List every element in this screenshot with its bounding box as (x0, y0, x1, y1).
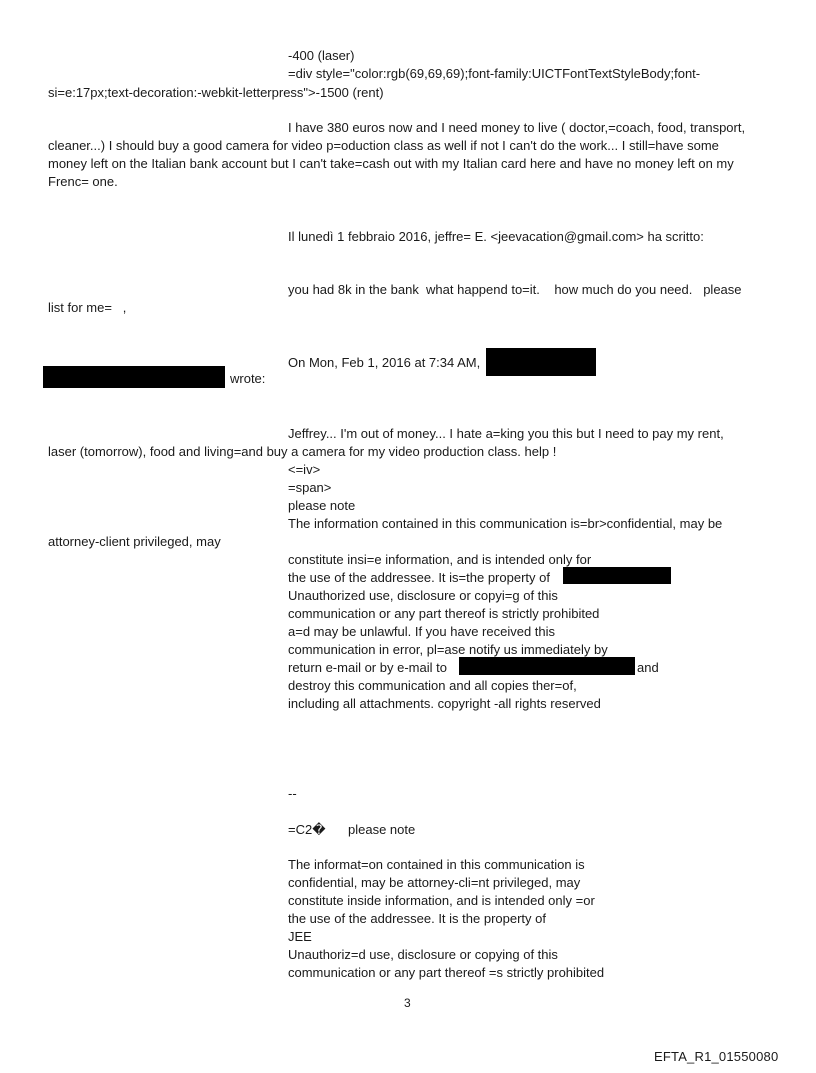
redaction-box (563, 567, 671, 584)
text-line: JEE (288, 929, 312, 944)
text-line: si=e:17px;text-decoration:-webkit-letterpress">-1500 (rent) (48, 85, 384, 100)
text-line: <=iv> (288, 462, 321, 477)
reply-header-line: Il lunedì 1 febbraio 2016, jeffre= E. <jeevacation@gmail.com> ha scritto: (288, 229, 704, 244)
text-line: -400 (laser) (288, 48, 355, 63)
page-number: 3 (404, 996, 411, 1010)
text-line: please note (348, 822, 416, 837)
text-line: Frenc= one. (48, 174, 118, 189)
text-line: list for me= , (48, 300, 127, 315)
text-line: constitute insi=e information, and is intended only for (288, 552, 592, 567)
text-line: =C2� (288, 822, 326, 837)
text-line: including all attachments. copyright -all rights reserved (288, 696, 601, 711)
signature-separator: -- (288, 786, 297, 801)
text-line: Unauthorized use, disclosure or copyi=g of this (288, 588, 558, 603)
text-line: wrote: (230, 371, 266, 386)
text-line: communication in error, pl=ase notify us immediately by (288, 642, 608, 657)
redaction-box (486, 348, 596, 376)
text-line: laser (tomorrow), food and living=and buy a camera for my video production class. help ! (48, 444, 557, 459)
text-line: attorney-client privileged, may (48, 534, 221, 549)
text-line: a=d may be unlawful. If you have received this (288, 624, 556, 639)
text-line: return e-mail or by e-mail to (288, 660, 447, 675)
reply-header-line: On Mon, Feb 1, 2016 at 7:34 AM, (288, 355, 481, 370)
text-line: The informat=on contained in this communication is (288, 857, 585, 872)
text-line: communication or any part thereof =s strictly prohibited (288, 965, 605, 980)
text-line: the use of the addressee. It is=the property of (288, 570, 550, 585)
text-line: the use of the addressee. It is the property of (288, 911, 546, 926)
text-line: confidential, may be attorney-cli=nt privileged, may (288, 875, 581, 890)
document-id: EFTA_R1_01550080 (654, 1049, 779, 1064)
text-line: destroy this communication and all copies ther=of, (288, 678, 577, 693)
text-line: and (637, 660, 659, 675)
text-line: Unauthoriz=d use, disclosure or copying of this (288, 947, 558, 962)
redaction-box (43, 366, 225, 388)
redaction-box (459, 657, 635, 675)
text-line: Jeffrey... I'm out of money... I hate a=king you this but I need to pay my rent, (288, 426, 724, 441)
text-line: =span> (288, 480, 332, 495)
text-line: communication or any part thereof is strictly prohibited (288, 606, 600, 621)
text-line: money left on the Italian bank account but I can't take=cash out with my Italian card here and have no money left on my (48, 156, 734, 171)
text-line: please note (288, 498, 356, 513)
text-line: The information contained in this communication is=br>confidential, may be (288, 516, 723, 531)
text-line: constitute inside information, and is intended only =or (288, 893, 595, 908)
text-line: I have 380 euros now and I need money to live ( doctor,=coach, food, transport, (288, 120, 746, 135)
text-line: you had 8k in the bank what happend to=it. how much do you need. please (288, 282, 742, 297)
text-line: cleaner...) I should buy a good camera for video p=oduction class as well if not I can't do the work... I still=have some (48, 138, 719, 153)
text-line: =div style="color:rgb(69,69,69);font-family:UICTFontTextStyleBody;font- (288, 66, 701, 81)
